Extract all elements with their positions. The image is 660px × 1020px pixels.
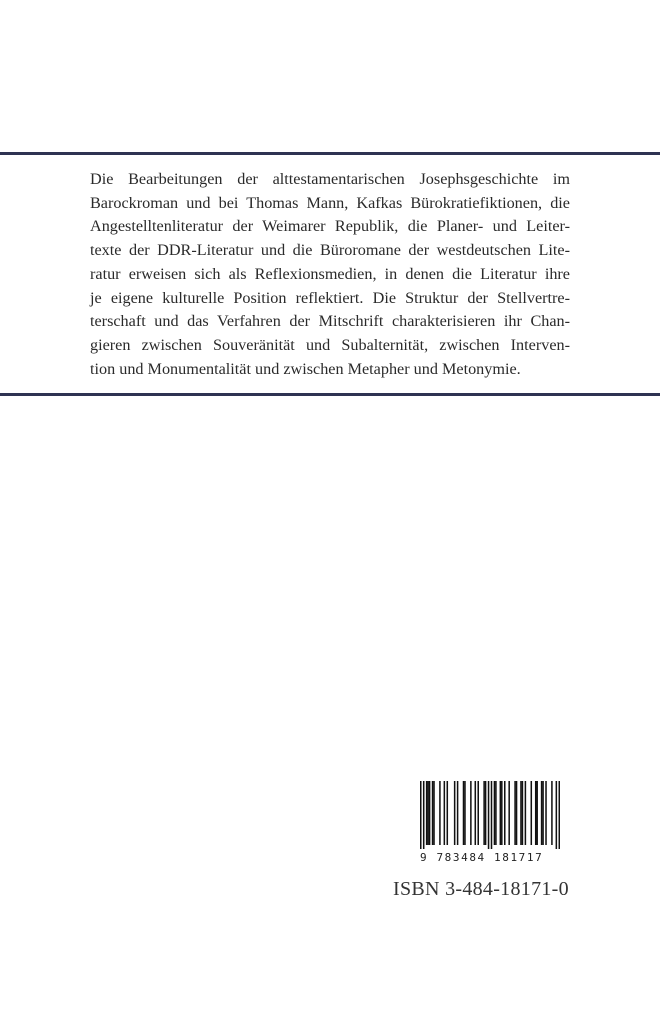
barcode-bar [423,781,425,849]
barcode-bar [535,781,537,845]
barcode-bar [426,781,428,845]
blurb-line: ratur erweisen sich als Reflexionsmedien, in denen die Literatur ihre [90,264,570,283]
blurb-line: tion und Monumentalität und zwischen Metapher und Metonymie. [90,359,521,378]
barcode-bar [531,781,533,845]
barcode-bar [463,781,465,845]
barcode-bar [483,781,485,845]
back-cover-blurb [90,168,570,381]
blurb-line: gieren zwischen Souveränität und Subalternität, zwischen Interven- [90,335,570,354]
barcode-digits: 9 783484 181717 [420,851,544,864]
barcode-bar [494,781,496,845]
blurb-line: terschaft und das Verfahren der Mitschrift charakterisieren ihr Chan- [90,312,570,331]
barcode-bar [501,781,503,845]
blurb-line: Barockroman und bei Thomas Mann, Kafkas Bürokratiefiktionen, die [90,193,570,212]
barcode-bar [495,781,497,845]
barcode-bar [545,781,547,845]
barcode-bar [508,781,510,845]
barcode-bar [514,781,516,845]
barcode-bar [444,781,446,845]
barcode-bar [516,781,518,845]
barcode-bars [420,781,560,849]
barcode-bar [470,781,472,845]
blurb-line: je eigene kulturelle Position reflektiert. Die Struktur der Stellvertre- [90,288,570,307]
barcode-bar [536,781,538,845]
blurb-line: texte der DDR-Literatur und die Büroromane der westdeutschen Lite- [90,241,570,260]
barcode-bar [551,781,553,845]
barcode-bar [464,781,466,845]
bottom-divider-rule [0,393,660,396]
barcode-bar [447,781,449,845]
barcode-bar [477,781,479,845]
barcode-bar [556,781,558,849]
barcode-bar [427,781,429,845]
barcode [420,781,560,871]
barcode-bar [520,781,522,845]
barcode-bar [488,781,490,849]
barcode-bar [439,781,441,845]
barcode-bar [433,781,435,845]
barcode-bar [559,781,560,849]
barcode-bar [522,781,524,845]
isbn-number: ISBN 3-484-18171-0 [393,878,569,900]
barcode-bar [429,781,431,845]
barcode-bar [454,781,456,845]
barcode-bar [525,781,527,845]
barcode-bar [485,781,487,845]
barcode-bar [491,781,493,849]
barcode-bar [432,781,434,845]
top-divider-rule [0,152,660,155]
barcode-bar [541,781,543,845]
barcode-bar [542,781,544,845]
barcode-bar [420,781,422,849]
blurb-line: Angestelltenliteratur der Weimarer Republik, die Planer- und Leiter- [90,217,570,236]
blurb-line: Die Bearbeitungen der alttestamentarischen Josephsgeschichte im [90,170,570,188]
barcode-bar [475,781,477,845]
barcode-bar [457,781,459,845]
barcode-bar [500,781,502,845]
barcode-bar [504,781,506,845]
